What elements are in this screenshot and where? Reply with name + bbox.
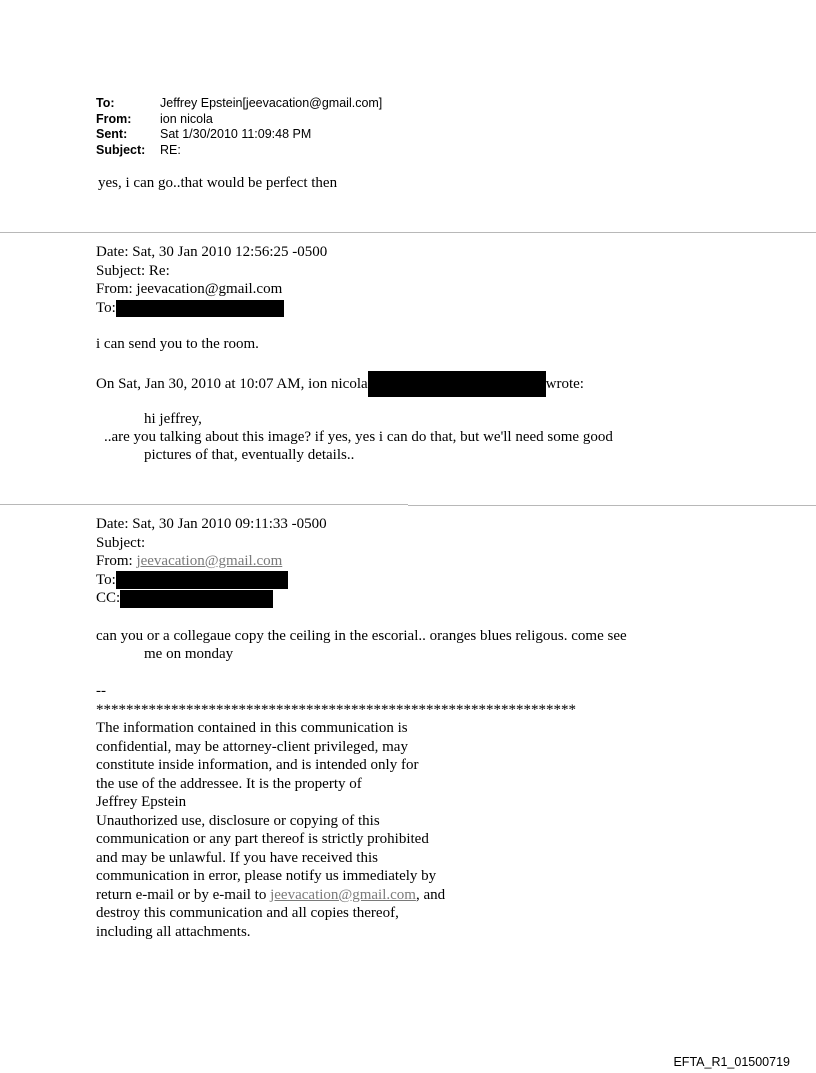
divider-2-right	[408, 505, 816, 506]
message3-body-line-2: me on monday	[144, 646, 234, 662]
disclaimer-line: confidential, may be attorney-client privileged, may	[96, 738, 408, 755]
disclaimer-line: communication or any part thereof is strictly prohibited	[96, 831, 429, 847]
disclaimer-line: communication in error, please notify us immediately by	[96, 868, 437, 884]
header-to-row	[96, 96, 382, 112]
message3-date: Date: Sat, 30 Jan 2010 09:11:33 -0500	[96, 516, 327, 532]
return-prefix: return e-mail or by e-mail to	[96, 886, 271, 903]
message3-from-row	[96, 552, 327, 571]
return-suffix: , and	[415, 886, 446, 903]
disclaimer-line: Unauthorized use, disclosure or copying of this	[96, 812, 380, 829]
message3-from-email-link[interactable]: jeevacation@gmail.com	[136, 553, 283, 569]
subject-label: Subject:	[96, 142, 146, 157]
message3-cc-row	[96, 589, 327, 608]
document-id: EFTA_R1_01500719	[673, 1055, 790, 1069]
message2-date: Date: Sat, 30 Jan 2010 12:56:25 -0500	[96, 244, 328, 260]
message2-to-label: To:	[96, 299, 116, 316]
header-subject-row	[96, 143, 382, 159]
disclaimer-line: including all attachments.	[96, 923, 251, 940]
message3-to-label: To:	[96, 571, 116, 588]
quote-intro	[96, 371, 584, 397]
quote-line-2: ..are you talking about this image? if yes, yes i can do that, but we'll need some good	[104, 429, 613, 445]
quote-intro-text: On Sat, Jan 30, 2010 at 10:07 AM, ion nicola	[96, 375, 368, 392]
message3-to-row	[96, 571, 327, 590]
disclaimer-line: Jeffrey Epstein	[96, 794, 187, 810]
signature-block	[96, 682, 576, 941]
divider-1	[0, 232, 816, 233]
message3-body-line-1: can you or a collegaue copy the ceiling in the escorial.. oranges blues religous. come see	[96, 628, 627, 644]
header-from-row	[96, 112, 382, 128]
redaction-block	[368, 371, 546, 397]
disclaimer-line: the use of the addressee. It is the property of	[96, 775, 362, 792]
sent-value: Sat 1/30/2010 11:09:48 PM	[160, 127, 312, 141]
message2-body: i can send you to the room.	[96, 336, 259, 352]
disclaimer-line: constitute inside information, and is intended only for	[96, 757, 419, 773]
disclaimer-line: The information contained in this communication is	[96, 720, 408, 736]
divider-2-left	[0, 504, 408, 505]
to-label: To:	[96, 96, 115, 110]
disclaimer-line: and may be unlawful. If you have received this	[96, 849, 378, 866]
quote-intro-wrote: wrote:	[545, 375, 584, 392]
redaction-block	[116, 300, 284, 317]
from-label: From:	[96, 111, 132, 126]
message2-headers	[96, 243, 327, 317]
header-sent-row	[96, 127, 382, 143]
signature-stars: ****************************************************************	[96, 701, 576, 718]
subject-value: RE:	[160, 142, 181, 157]
email-header	[96, 96, 382, 158]
quote-line-3: pictures of that, eventually details..	[144, 447, 355, 463]
from-value: ion nicola	[160, 111, 213, 126]
quote-line-1: hi jeffrey,	[144, 411, 202, 427]
reply-body: yes, i can go..that would be perfect then	[98, 175, 338, 191]
signature-dashes: --	[96, 683, 106, 699]
sent-label: Sent:	[96, 127, 128, 141]
message2-from: From: jeevacation@gmail.com	[96, 281, 283, 297]
message3-from-label: From:	[96, 553, 137, 569]
message3-subject: Subject:	[96, 534, 146, 551]
redaction-block	[120, 590, 273, 608]
to-value: Jeffrey Epstein[jeevacation@gmail.com]	[160, 96, 383, 110]
message2-subject: Subject: Re:	[96, 262, 170, 279]
disclaimer-line: destroy this communication and all copies thereof,	[96, 905, 399, 921]
return-email-link[interactable]: jeevacation@gmail.com	[270, 886, 416, 903]
message3-cc-label: CC:	[96, 590, 121, 607]
message2-to-row	[96, 299, 327, 318]
redaction-block	[116, 571, 288, 589]
message3-headers	[96, 515, 327, 608]
disclaimer-return-line	[96, 886, 576, 905]
